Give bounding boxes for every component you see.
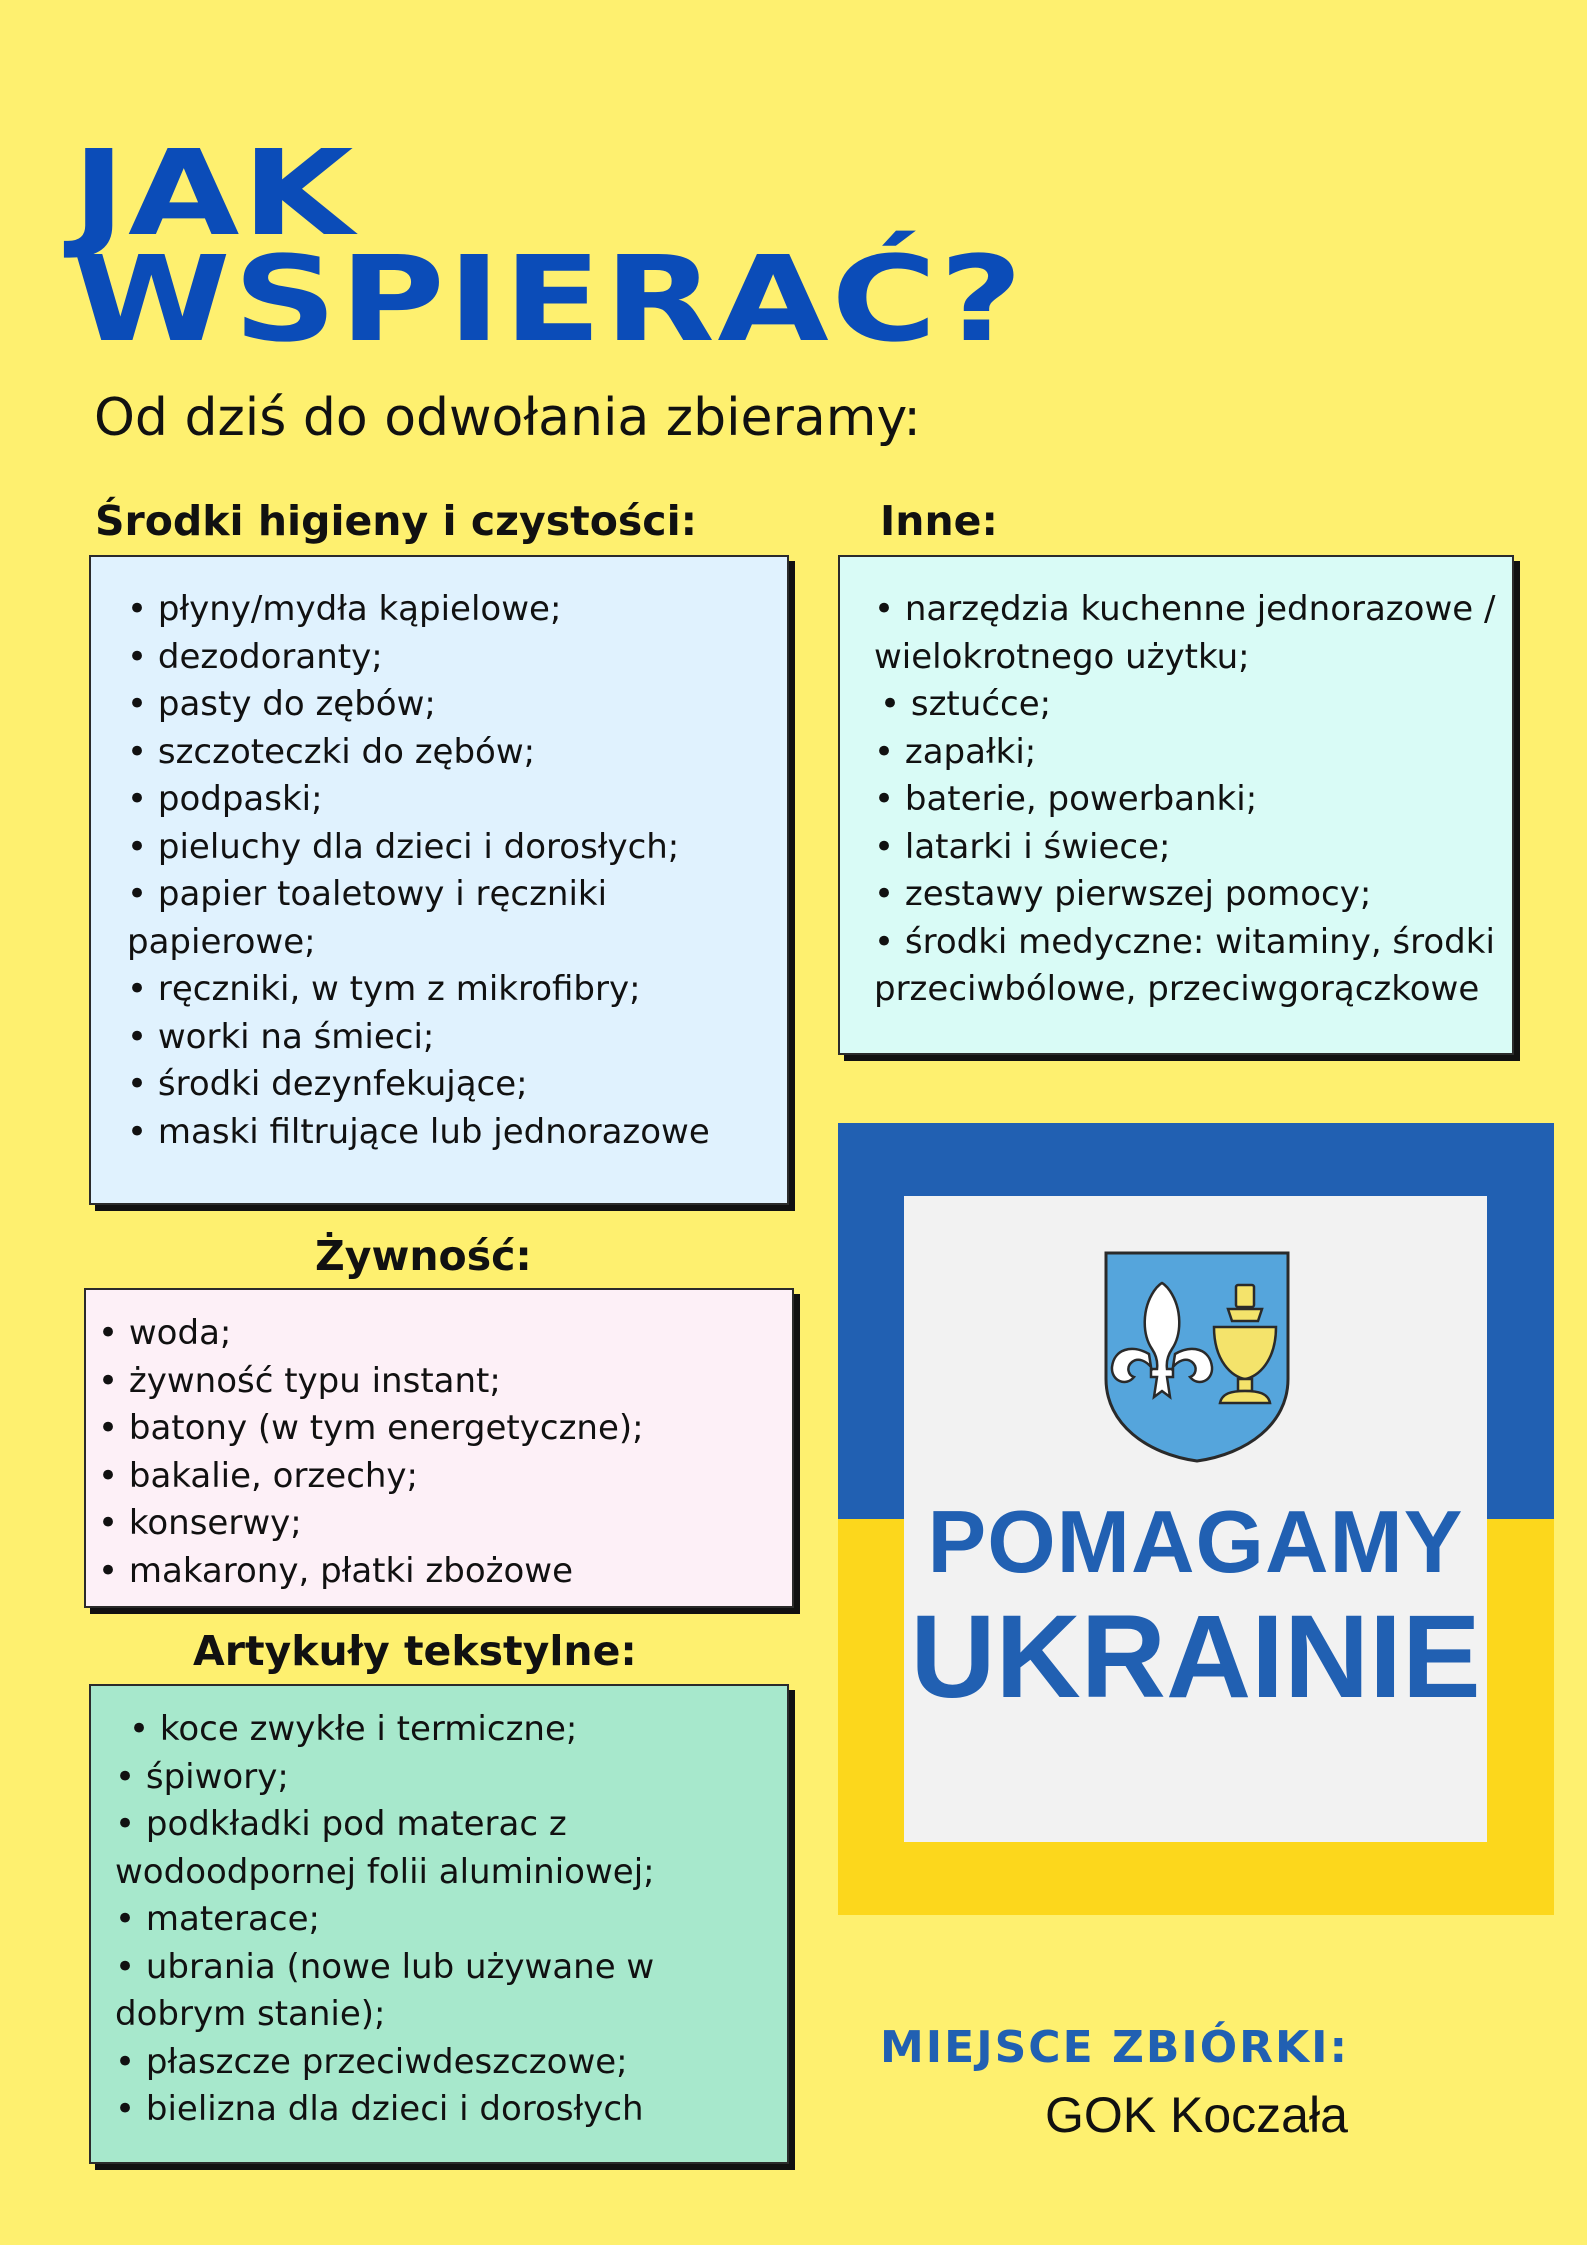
hygiene-list: [127, 586, 767, 1156]
page-title: [72, 124, 1026, 368]
list-item: • bielizna dla dzieci i dorosłych: [115, 2086, 767, 2134]
list-item: • śpiwory;: [115, 1754, 767, 1802]
food-list: [98, 1310, 782, 1595]
hygiene-box: [89, 555, 789, 1205]
list-item: • płyny/mydła kąpielowe;: [127, 586, 767, 634]
list-item: • worki na śmieci;: [127, 1014, 767, 1062]
list-item: • pasty do zębów;: [127, 681, 767, 729]
food-box: [84, 1288, 794, 1608]
list-item: • ręczniki, w tym z mikrofibry;: [127, 966, 767, 1014]
list-item: • zestawy pierwszej pomocy;: [874, 871, 1502, 919]
ukraine-flag-sign: [838, 1123, 1554, 1915]
sign-panel: [904, 1196, 1487, 1842]
list-item: • dezodoranty;: [127, 634, 767, 682]
list-item: • podpaski;: [127, 776, 767, 824]
sign-line-1: POMAGAMY: [927, 1492, 1464, 1591]
list-item: • batony (w tym energetyczne);: [98, 1405, 782, 1453]
list-item: • płaszcze przeciwdeszczowe;: [115, 2039, 767, 2087]
location-value: GOK Koczała: [1045, 2087, 1348, 2143]
list-item: • środki medyczne: witaminy, środki przeciwbólowe, przeciwgorączkowe: [874, 919, 1502, 1014]
hygiene-heading: Środki higieny i czystości:: [95, 497, 698, 545]
list-item: • koce zwykłe i termiczne;: [115, 1706, 767, 1754]
title-line-1: JAK: [72, 124, 356, 262]
list-item: • szczoteczki do zębów;: [127, 729, 767, 777]
list-item: • baterie, powerbanki;: [874, 776, 1502, 824]
food-heading: Żywność:: [315, 1232, 532, 1280]
list-item: • makarony, płatki zbożowe: [98, 1548, 782, 1596]
list-item: • podkładki pod materac z wodoodpornej folii aluminiowej;: [115, 1801, 767, 1896]
other-list: [874, 586, 1502, 1014]
title-line-2: WSPIERAĆ?: [72, 230, 1026, 368]
list-item: • ubrania (nowe lub używane w dobrym stanie);: [115, 1944, 767, 2039]
subtitle: Od dziś do odwołania zbieramy:: [94, 388, 921, 448]
location-label: MIEJSCE ZBIÓRKI:: [880, 2022, 1350, 2073]
coat-of-arms-icon: [1102, 1249, 1292, 1464]
textiles-list: [115, 1706, 767, 2134]
list-item: • środki dezynfekujące;: [127, 1061, 767, 1109]
list-item: • maski filtrujące lub jednorazowe: [127, 1109, 767, 1157]
list-item: • zapałki;: [874, 729, 1502, 777]
textiles-box: [89, 1684, 789, 2164]
textiles-heading: Artykuły tekstylne:: [193, 1627, 637, 1675]
list-item: • konserwy;: [98, 1500, 782, 1548]
list-item: • latarki i świece;: [874, 824, 1502, 872]
other-heading: Inne:: [880, 497, 998, 545]
list-item: • sztućce;: [874, 681, 1502, 729]
list-item: • narzędzia kuchenne jednorazowe / wielokrotnego użytku;: [874, 586, 1502, 681]
other-box: [838, 555, 1514, 1055]
sign-line-2: UKRAINIE: [910, 1591, 1481, 1723]
list-item: • papier toaletowy i ręczniki papierowe;: [127, 871, 767, 966]
list-item: • żywność typu instant;: [98, 1358, 782, 1406]
list-item: • woda;: [98, 1310, 782, 1358]
list-item: • pieluchy dla dzieci i dorosłych;: [127, 824, 767, 872]
list-item: • bakalie, orzechy;: [98, 1453, 782, 1501]
list-item: • materace;: [115, 1896, 767, 1944]
